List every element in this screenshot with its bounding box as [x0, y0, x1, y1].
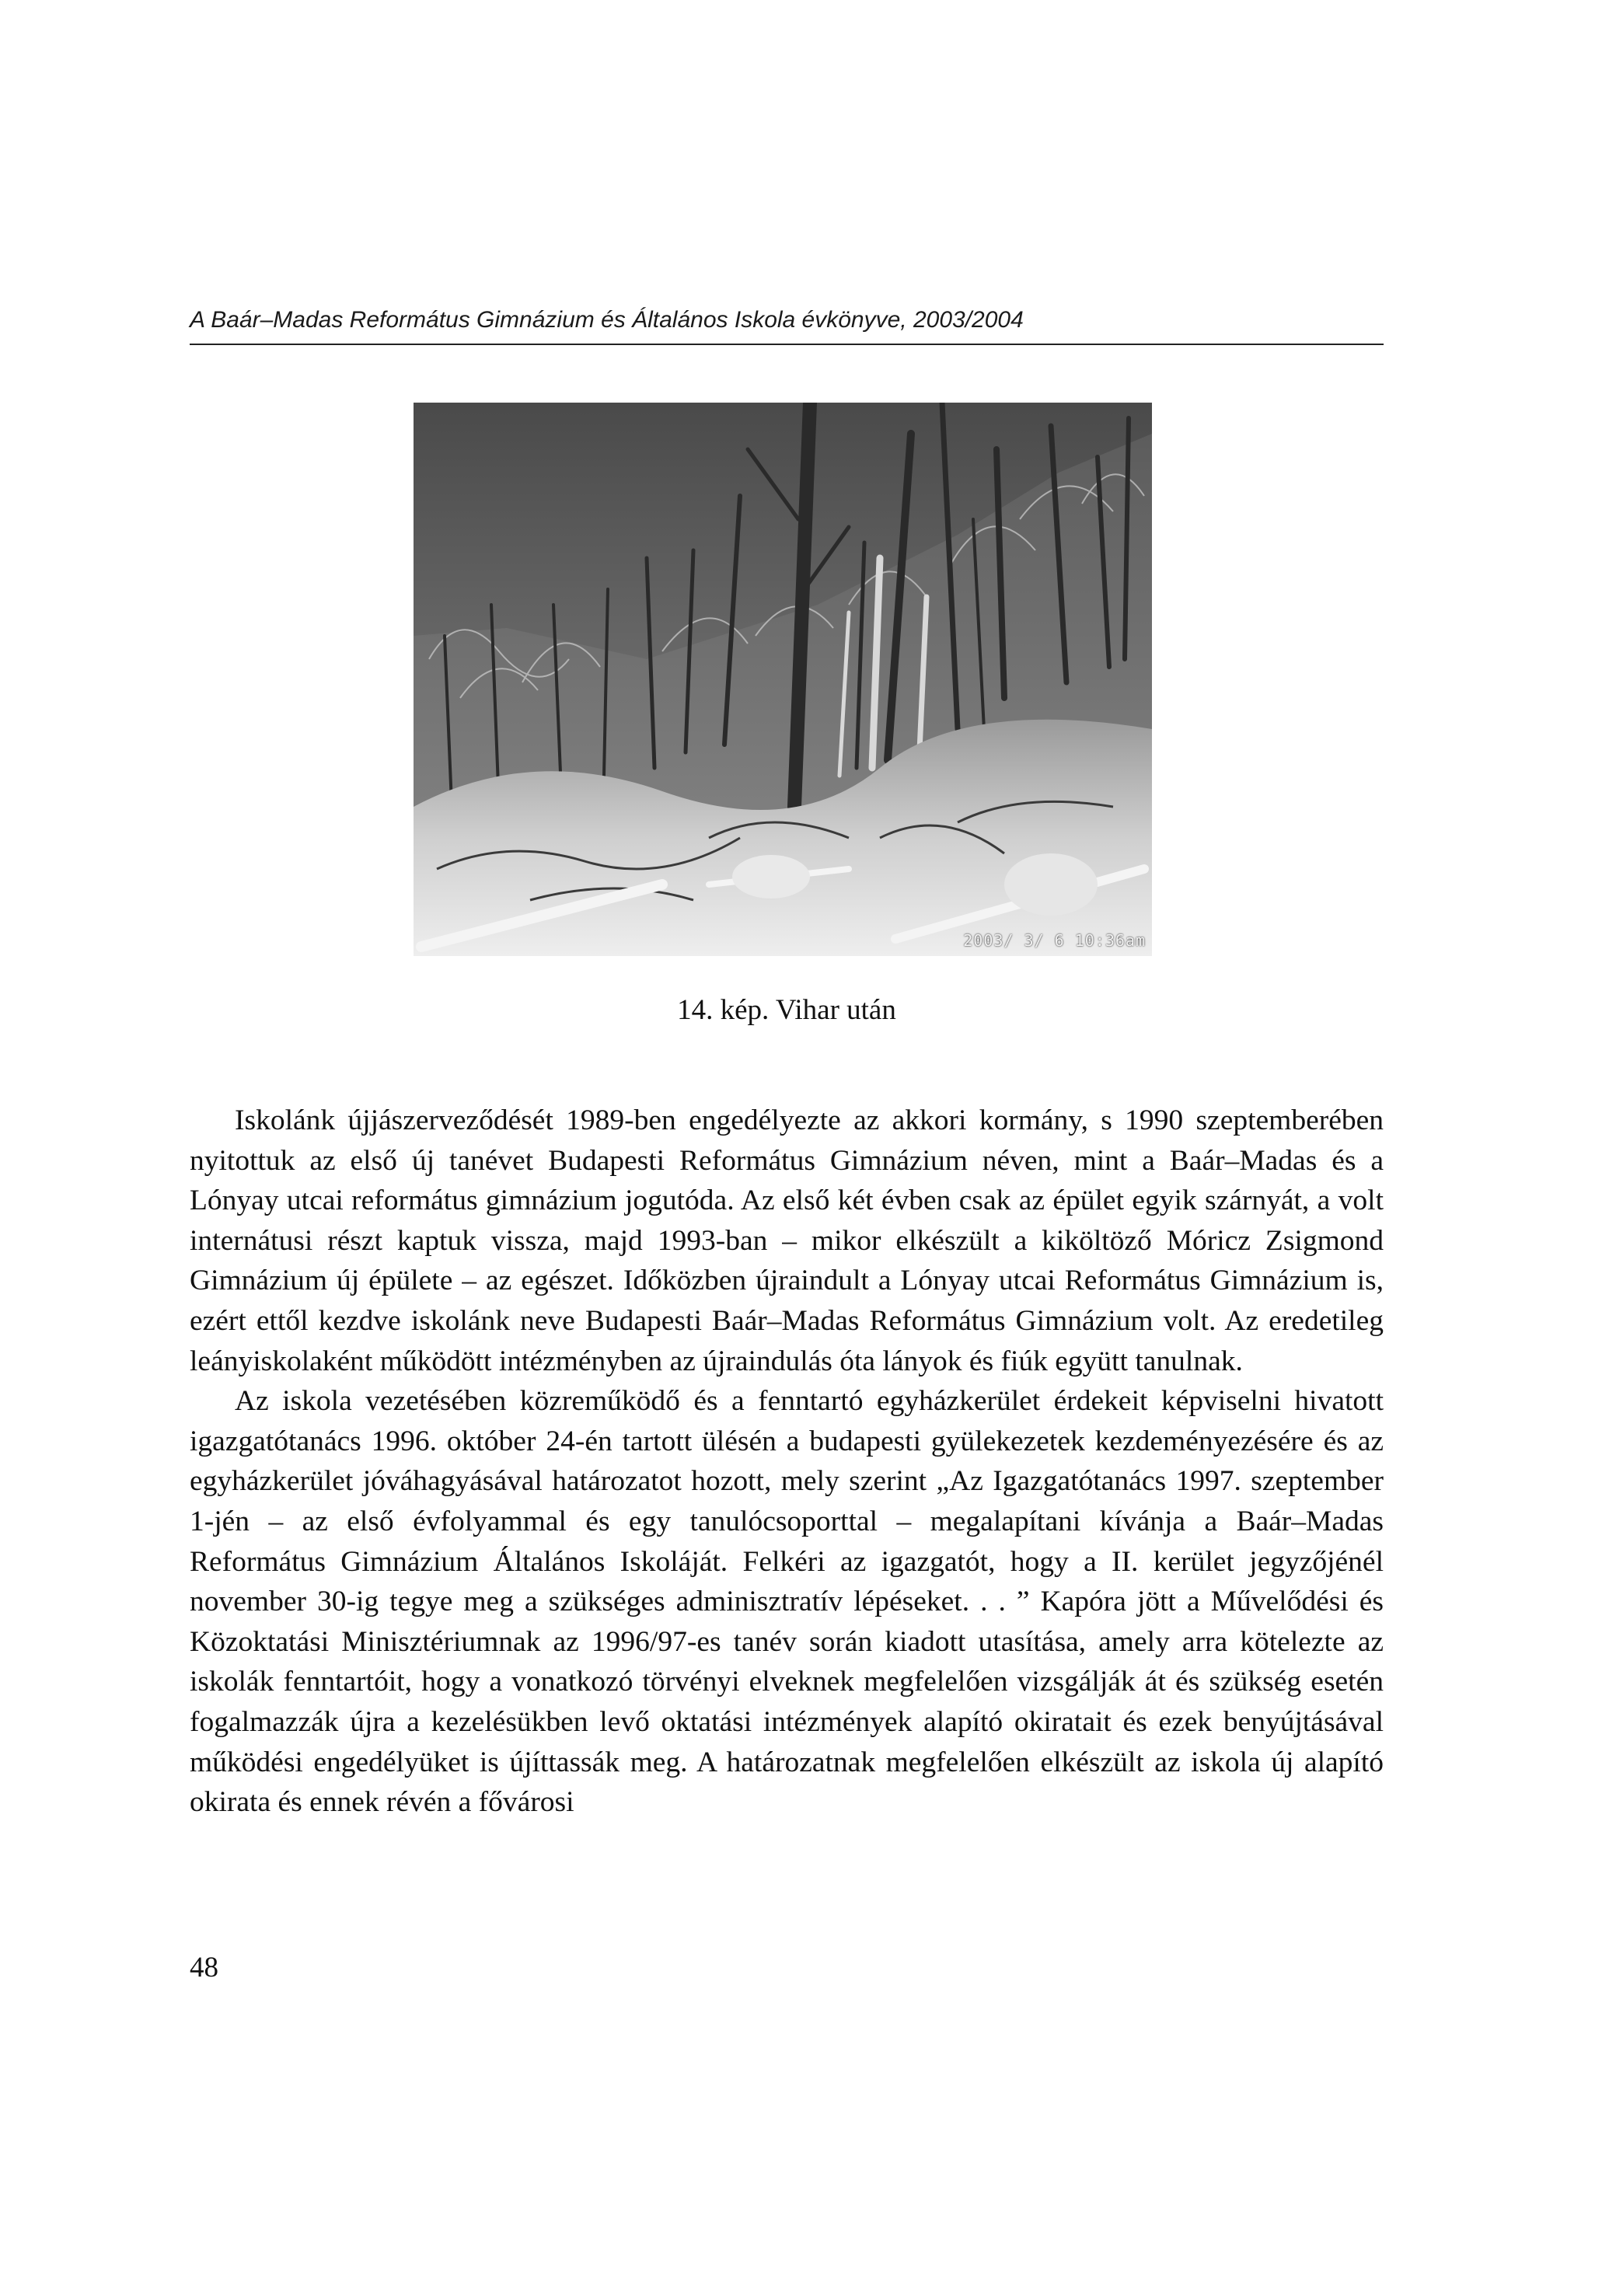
paragraph: Iskolánk újjászerveződését 1989-ben engedélyezte az akkori kormány, s 1990 szeptemberében nyitottuk az első új tanévet Budapesti Református Gimnázium néven, mint a Baár–Madas és a Lónyay utcai református gimnázium jogutóda. Az első két évben csak az épület egyik szárnyát, a volt internátusi részt kaptuk vissza, majd 1993-ban – mikor elkészült a kiköltöző Móricz Zsigmond Gimnázium új épülete – az egészet. Időközben újraindult a Lónyay utcai Református Gimnázium is, ezért ettől kezdve iskolánk neve Budapesti Baár–Madas Református Gimnázium volt. Az eredetileg leányiskolaként működött intézményben az újraindulás óta lányok és fiúk együtt tanulnak. — [190, 1104, 1384, 1377]
forest-photo-illustration — [414, 403, 1152, 956]
snow-mound — [732, 855, 810, 899]
page-number: 48 — [190, 1952, 218, 1984]
running-header: A Baár–Madas Református Gimnázium és Általános Iskola évkönyve, 2003/2004 — [190, 307, 1024, 333]
paragraph: Az iskola vezetésében közreműködő és a fenntartó egyházkerület érdekeit képviselni hivatott igazgatótanács 1996. október 24-én tartott ülésén a budapesti gyülekezetek kezdeményezésére és az egyházkerület jóváhagyásával határozatot hozott, mely szerint „Az Igazgatótanács 1997. szeptember 1-jén – az első évfolyammal és egy tanulócsoporttal – megalapítani kívánja a Baár–Madas Református Gimnázium Általános Iskoláját. Felkéri az igazgatót, hogy a II. kerület jegyzőjénél november 30-ig tegye meg a szükséges adminisztratív lépéseket. . . ” Kapóra jött a Művelődési és Közoktatási Minisztériumnak az 1996/97-es tanév során kiadott utasítása, amely arra kötelezte az iskolák fenntartóit, hogy a vonatkozó törvényi elveknek megfelelően vizsgálják át és szükség esetén fogalmazzák újra a kezelésükben levő oktatási intézmények alapító okiratait és ezek benyújtásával működési engedélyüket is újíttassák meg. A határozatnak megfelelően elkészült az iskola új alapító okirata és ennek révén a fővárosi — [190, 1385, 1384, 1819]
snow-mound — [1004, 853, 1098, 916]
photo-storm-damaged-forest — [414, 403, 1152, 956]
figure-caption: 14. kép. Vihar után — [677, 994, 896, 1026]
photo-timestamp: 2003/ 3/ 6 10:36am — [963, 931, 1146, 950]
header-rule — [190, 344, 1384, 345]
body-text — [190, 1101, 1384, 1823]
